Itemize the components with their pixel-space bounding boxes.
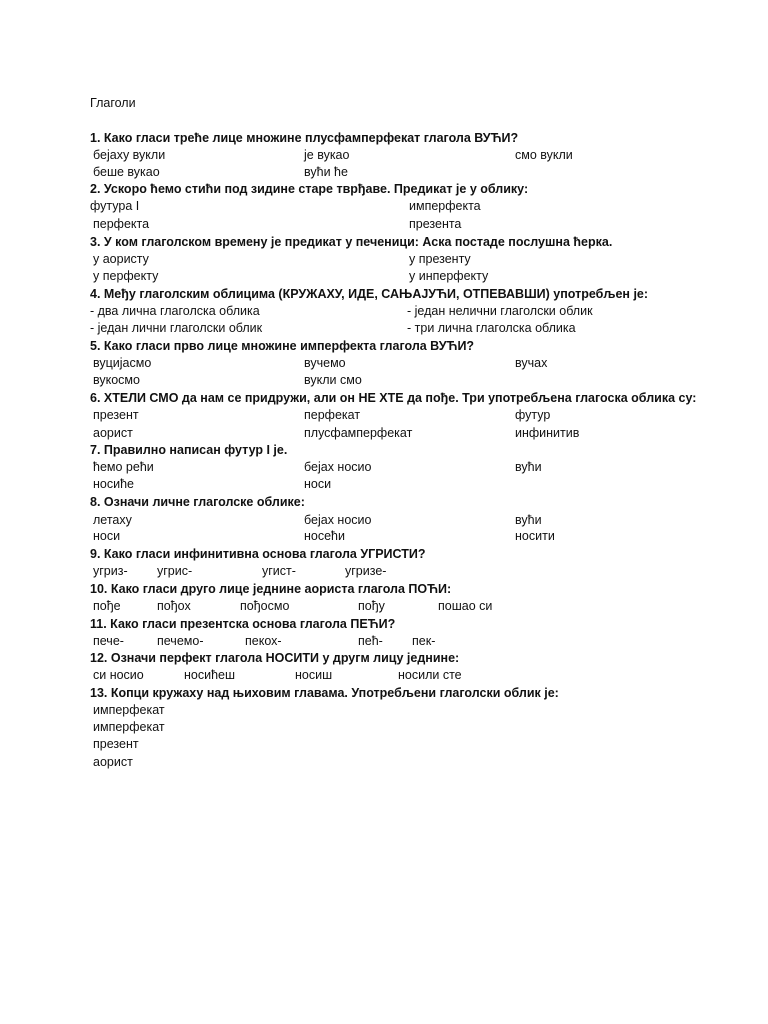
question-7-option: носи <box>304 477 332 491</box>
question-13-option: аорист <box>93 755 133 769</box>
question-6-option: инфинитив <box>515 426 580 440</box>
question-5-option: вучах <box>515 356 548 370</box>
question-6-option: презент <box>93 408 139 422</box>
question-7-option: носиће <box>93 477 134 491</box>
question-13-heading: 13. Копци кружаху над њиховим главама. Употребљени глаголски облик је: <box>90 686 559 700</box>
question-9-option: угриз- <box>93 564 128 578</box>
question-11-option: пек- <box>412 634 436 648</box>
question-13-option: презент <box>93 737 139 751</box>
question-1-option: вући ће <box>304 165 348 179</box>
question-10-option: пође <box>93 599 121 613</box>
question-13-option: имперфекат <box>93 703 165 717</box>
question-6-option: аорист <box>93 426 133 440</box>
question-9-option: угрис- <box>157 564 193 578</box>
question-10-option: пођу <box>358 599 385 613</box>
question-12-heading: 12. Означи перфект глагола НОСИТИ у другм лицу једнине: <box>90 651 460 665</box>
question-2-option: футура I <box>90 199 140 213</box>
question-10-option: пођох <box>157 599 191 613</box>
question-9-heading: 9. Како гласи инфинитивна основа глагола УГРИСТИ? <box>90 547 426 561</box>
question-11-heading: 11. Како гласи презентска основа глагола ПЕЋИ? <box>90 617 396 631</box>
question-12-option: си носио <box>93 668 144 682</box>
question-3-option: у перфекту <box>93 269 159 283</box>
question-1-option: је вукао <box>304 148 350 162</box>
question-11-option: печемо- <box>157 634 204 648</box>
question-2-option: презента <box>409 217 462 231</box>
question-2-option: имперфекта <box>409 199 481 213</box>
question-11-option: пече- <box>93 634 124 648</box>
question-1-option: смо вукли <box>515 148 573 162</box>
question-8-option: носећи <box>304 529 345 543</box>
question-1-heading: 1. Како гласи треће лице множине плусфамперфекат глагола ВУЋИ? <box>90 131 519 145</box>
question-8-option: вући <box>515 513 542 527</box>
question-10-heading: 10. Како гласи друго лице једнине аориста глагола ПОЋИ: <box>90 582 452 596</box>
question-3-option: у презенту <box>409 252 471 266</box>
question-5-heading: 5. Како гласи прво лице множине имперфекта глагола ВУЋИ? <box>90 339 475 353</box>
question-2-option: перфекта <box>93 217 150 231</box>
question-5-option: вукосмо <box>93 373 140 387</box>
question-3-option: у инперфекту <box>409 269 489 283</box>
question-4-heading: 4. Међу глаголским облицима (КРУЖАХУ, ИДЕ, САЊАЈУЋИ, ОТПЕВАВШИ) употребљен је: <box>90 287 649 301</box>
question-6-option: футур <box>515 408 551 422</box>
question-4-option: - три лична глаголска облика <box>407 321 576 335</box>
question-5-option: вуцијасмо <box>93 356 152 370</box>
question-3-option: у аористу <box>93 252 149 266</box>
question-8-option: носити <box>515 529 555 543</box>
question-8-heading: 8. Означи личне глаголске облике: <box>90 495 305 509</box>
question-5-option: вукли смо <box>304 373 362 387</box>
question-12-option: носили сте <box>398 668 462 682</box>
question-4-option: - два лична глаголска облика <box>90 304 260 318</box>
question-7-option: бејах носио <box>304 460 372 474</box>
question-6-heading: 6. ХТЕЛИ СМО да нам се придружи, али он НЕ ХТЕ да пође. Три употребљена глагоска облика су: <box>90 391 697 405</box>
question-7-option: вући <box>515 460 542 474</box>
question-8-option: летаху <box>93 513 132 527</box>
question-1-option: бејаху вукли <box>93 148 166 162</box>
question-4-option: - један лични глаголски облик <box>90 321 263 335</box>
question-7-option: ћемо рећи <box>93 460 154 474</box>
question-6-option: перфекат <box>304 408 361 422</box>
question-13-option: имперфекат <box>93 720 165 734</box>
question-2-heading: 2. Ускоро ћемо стићи под зидине старе тврђаве. Предикат је у облику: <box>90 182 529 196</box>
question-5-option: вучемо <box>304 356 346 370</box>
question-9-option: угист- <box>262 564 296 578</box>
question-8-option: бејах носио <box>304 513 372 527</box>
question-11-option: пекох- <box>245 634 282 648</box>
question-6-option: плусфамперфекат <box>304 426 413 440</box>
question-12-option: носићеш <box>184 668 236 682</box>
question-8-option: носи <box>93 529 121 543</box>
question-10-option: пошао си <box>438 599 493 613</box>
question-11-option: пећ- <box>358 634 383 648</box>
question-1-option: беше вукао <box>93 165 160 179</box>
question-4-option: - један нелични глаголски облик <box>407 304 593 318</box>
question-3-heading: 3. У ком глаголском времену је предикат у печеници: Аска постаде послушна ћерка. <box>90 235 613 249</box>
document-title: Глаголи <box>90 96 136 110</box>
question-10-option: пођосмо <box>240 599 290 613</box>
question-9-option: угризе- <box>345 564 387 578</box>
question-12-option: носиш <box>295 668 333 682</box>
question-7-heading: 7. Правилно написан футур I је. <box>90 443 288 457</box>
